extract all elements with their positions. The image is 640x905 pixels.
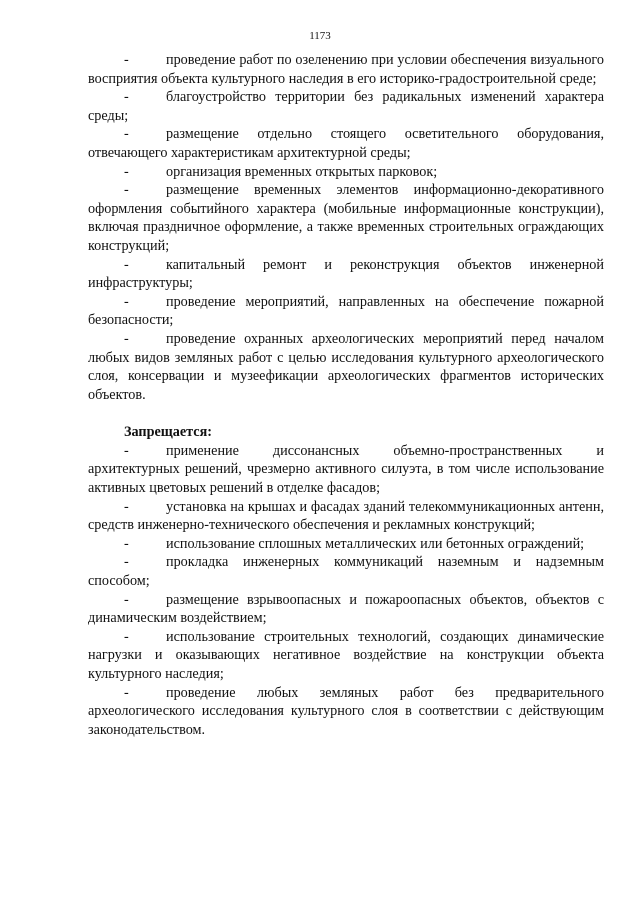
allowed-item [88, 163, 604, 182]
prohibited-works-list [88, 442, 604, 740]
bullet-dash: - [124, 330, 129, 347]
bullet-dash: - [124, 126, 129, 143]
allowed-item [88, 51, 604, 88]
prohibited-item [88, 498, 604, 535]
list-item-text: капитальный ремонт и реконструкция объектов инженерной инфраструктуры; [88, 256, 604, 292]
bullet-dash: - [124, 89, 129, 106]
allowed-item [88, 88, 604, 125]
prohibited-item [88, 591, 604, 628]
prohibited-item [88, 684, 604, 740]
allowed-item [88, 181, 604, 255]
list-item-text: использование сплошных металлических или бетонных ограждений; [166, 535, 585, 552]
list-item-text: размещение отдельно стоящего осветительного оборудования, отвечающего характеристикам архитектурной среды; [88, 126, 604, 161]
page-number: 1173 [309, 30, 331, 42]
bullet-dash: - [124, 163, 129, 180]
prohibited-heading: Запрещается: [124, 424, 212, 441]
allowed-item [88, 293, 604, 330]
bullet-dash: - [124, 256, 129, 273]
bullet-dash: - [124, 628, 129, 645]
bullet-dash: - [124, 293, 129, 310]
list-item-text: проведение любых земляных работ без предварительного археологического исследования культурного слоя в соответствии с действующим законодательством. [88, 684, 604, 738]
allowed-item [88, 125, 604, 162]
list-item-text: благоустройство территории без радикальных изменений характера среды; [88, 89, 604, 124]
list-item-text: проведение мероприятий, направленных на обеспечение пожарной безопасности; [88, 293, 604, 329]
list-item-text: использование строительных технологий, создающих динамические нагрузки и оказывающих негативное воздействие на конструкции объекта культурного наследия; [88, 628, 604, 682]
allowed-item [88, 256, 604, 293]
bullet-dash: - [124, 498, 129, 515]
bullet-dash: - [124, 182, 129, 199]
bullet-dash: - [124, 591, 129, 608]
allowed-works-list [88, 51, 604, 404]
document-body [88, 51, 604, 739]
list-item-text: проведение охранных археологических мероприятий перед началом любых видов земляных работ с целью исследования культурного археологического слоя, консервации и музеефикации археологических фрагментов исторических объектов. [88, 330, 604, 403]
bullet-dash: - [124, 684, 129, 701]
list-item-text: размещение временных элементов информационно-декоративного оформления событийного характера (мобильные информационные конструкции), включая праздничное оформление, а также временных строительных ограждающих конструкций; [88, 182, 604, 254]
list-item-text: проведение работ по озеленению при условии обеспечения визуального восприятия объекта культурного наследия в его историко-градостроительной среде; [88, 52, 604, 87]
prohibited-item [88, 628, 604, 684]
list-item-text: прокладка инженерных коммуникаций наземным и надземным способом; [88, 554, 604, 590]
prohibited-item [88, 553, 604, 590]
list-item-text: применение диссонансных объемно-пространственных и архитектурных решений, чрезмерно активного силуэта, в том числе использование активных цветовых решений в отделке фасадов; [88, 442, 604, 497]
bullet-dash: - [124, 442, 129, 459]
list-item-text: установка на крышах и фасадах зданий телекоммуникационных антенн, средств инженерно-технического обеспечения и рекламных конструкций; [88, 498, 604, 534]
allowed-item [88, 330, 604, 404]
prohibited-item [88, 442, 604, 498]
prohibited-item [88, 535, 604, 554]
bullet-dash: - [124, 52, 129, 68]
list-item-text: размещение взрывоопасных и пожароопасных объектов, объектов с динамическим воздействием; [88, 591, 604, 627]
bullet-dash: - [124, 535, 129, 552]
list-item-text: организация временных открытых парковок; [166, 163, 438, 180]
bullet-dash: - [124, 554, 129, 571]
